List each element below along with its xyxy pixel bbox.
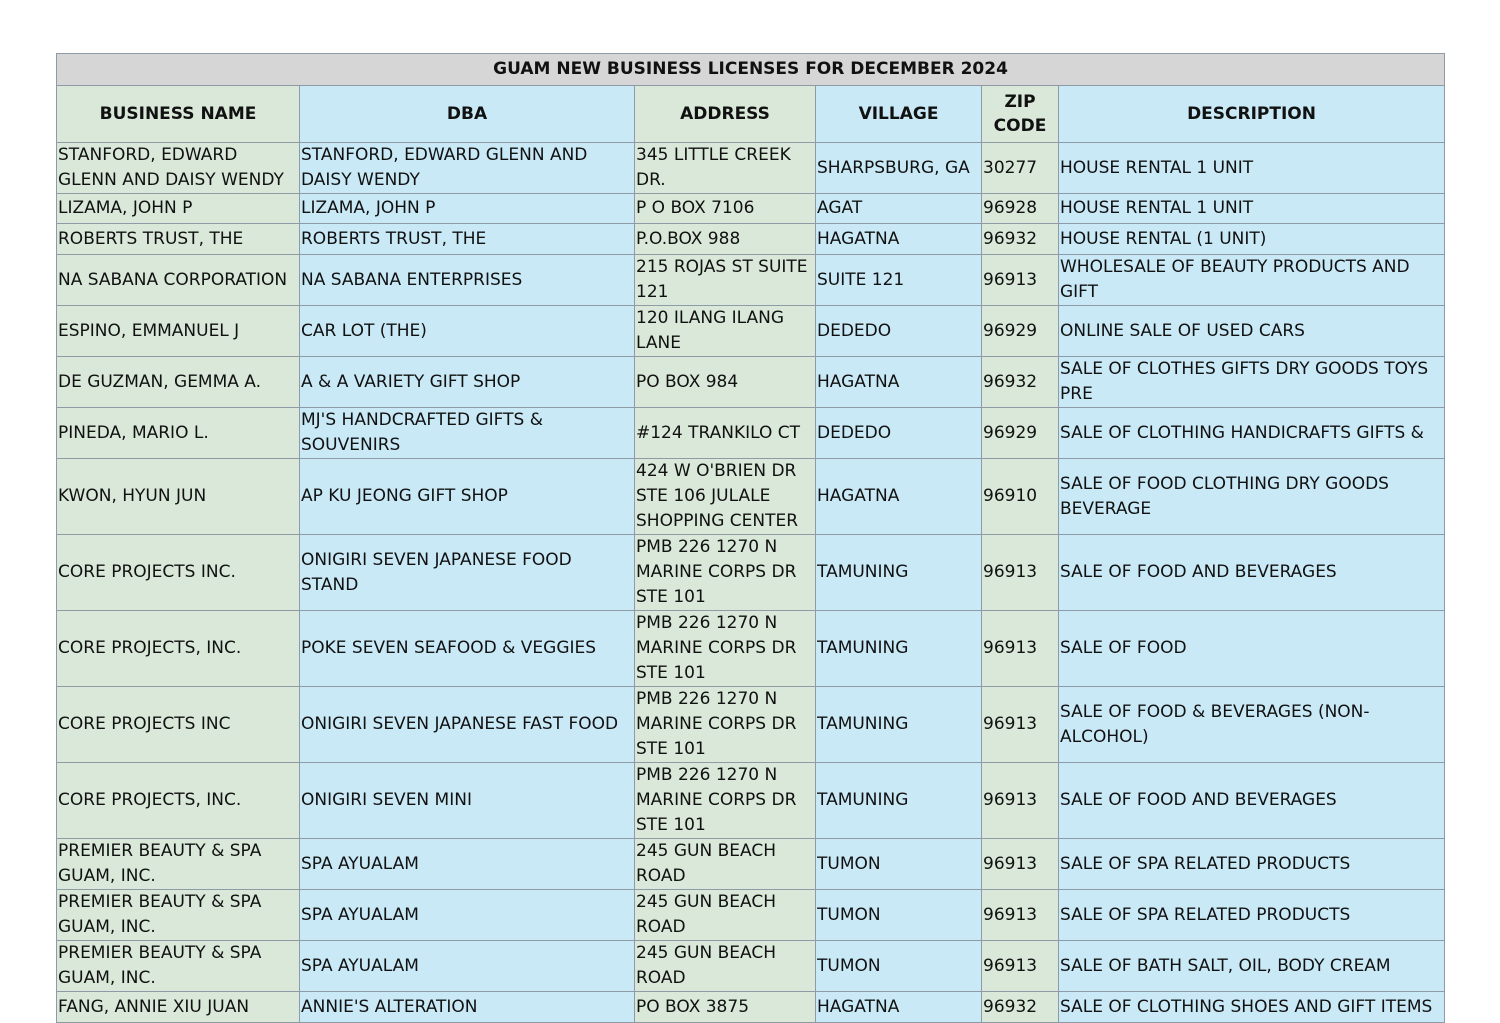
- cell-zip-code: [982, 255, 1059, 306]
- cell-text: HOUSE RENTAL (1 UNIT): [1060, 228, 1267, 249]
- cell-address: [635, 890, 816, 941]
- cell-text: PREMIER BEAUTY & SPA GUAM, INC.: [58, 892, 262, 937]
- cell-address: [635, 687, 816, 763]
- cell-address: [635, 255, 816, 306]
- cell-zip-code: [982, 611, 1059, 687]
- cell-village: [816, 687, 982, 763]
- cell-address: [635, 459, 816, 535]
- cell-dba: [300, 194, 635, 224]
- cell-dba: [300, 763, 635, 839]
- cell-text: SHARPSBURG, GA: [817, 157, 970, 178]
- cell-village: [816, 306, 982, 357]
- cell-description: [1059, 839, 1445, 890]
- cell-text: 245 GUN BEACH ROAD: [636, 892, 776, 937]
- cell-text: 96913: [983, 955, 1038, 976]
- cell-text: SALE OF FOOD AND BEVERAGES: [1060, 562, 1337, 582]
- cell-dba: [300, 687, 635, 763]
- cell-business-name: [57, 408, 300, 459]
- cell-dba: [300, 408, 635, 459]
- cell-text: MJ'S HANDCRAFTED GIFTS & SOUVENIRS: [301, 410, 543, 455]
- cell-business-name: [57, 941, 300, 992]
- cell-address: [635, 763, 816, 839]
- cell-text: TAMUNING: [817, 638, 909, 658]
- licenses-table: [56, 53, 1445, 1023]
- cell-text: ONIGIRI SEVEN JAPANESE FAST FOOD: [301, 714, 619, 734]
- cell-dba: [300, 143, 635, 194]
- cell-text: CORE PROJECTS INC: [58, 714, 231, 734]
- cell-business-name: [57, 224, 300, 255]
- cell-text: WHOLESALE OF BEAUTY PRODUCTS AND GIFT: [1060, 257, 1410, 302]
- cell-text: PMB 226 1270 N MARINE CORPS DR STE 101: [636, 765, 797, 835]
- cell-text: 120 ILANG ILANG LANE: [636, 308, 785, 353]
- cell-description: [1059, 992, 1445, 1023]
- cell-description: [1059, 224, 1445, 255]
- cell-address: [635, 408, 816, 459]
- cell-text: SALE OF CLOTHING HANDICRAFTS GIFTS &: [1060, 422, 1424, 443]
- table-row: [57, 687, 1445, 763]
- cell-description: [1059, 459, 1445, 535]
- cell-text: 96913: [983, 904, 1038, 925]
- cell-text: TAMUNING: [817, 714, 909, 734]
- cell-text: AP KU JEONG GIFT SHOP: [301, 486, 508, 506]
- cell-text: ANNIE'S ALTERATION: [301, 996, 478, 1017]
- cell-address: [635, 611, 816, 687]
- cell-business-name: [57, 357, 300, 408]
- cell-village: [816, 194, 982, 224]
- cell-village: [816, 611, 982, 687]
- cell-text: PREMIER BEAUTY & SPA GUAM, INC.: [58, 943, 262, 988]
- cell-village: [816, 143, 982, 194]
- cell-zip-code: [982, 992, 1059, 1023]
- cell-dba: [300, 941, 635, 992]
- cell-description: [1059, 408, 1445, 459]
- cell-text: HAGATNA: [817, 996, 900, 1017]
- table-row: [57, 459, 1445, 535]
- cell-zip-code: [982, 687, 1059, 763]
- cell-text: POKE SEVEN SEAFOOD & VEGGIES: [301, 638, 597, 658]
- table-row: [57, 535, 1445, 611]
- cell-text: KWON, HYUN JUN: [58, 486, 207, 506]
- cell-address: [635, 194, 816, 224]
- cell-business-name: [57, 611, 300, 687]
- cell-business-name: [57, 194, 300, 224]
- cell-text: CORE PROJECTS, INC.: [58, 638, 242, 658]
- table-body: [57, 143, 1445, 1023]
- header-village: VILLAGE: [816, 86, 982, 143]
- cell-text: ONLINE SALE OF USED CARS: [1060, 320, 1305, 341]
- cell-village: [816, 839, 982, 890]
- cell-business-name: [57, 763, 300, 839]
- cell-village: [816, 255, 982, 306]
- cell-text: HOUSE RENTAL 1 UNIT: [1060, 198, 1254, 218]
- cell-text: TUMON: [817, 955, 881, 976]
- cell-text: PMB 226 1270 N MARINE CORPS DR STE 101: [636, 613, 797, 683]
- cell-text: NA SABANA ENTERPRISES: [301, 269, 523, 290]
- table-row: [57, 992, 1445, 1023]
- cell-text: STANFORD, EDWARD GLENN AND DAISY WENDY: [58, 145, 284, 190]
- cell-village: [816, 992, 982, 1023]
- cell-text: 96928: [983, 198, 1038, 218]
- table-row: [57, 306, 1445, 357]
- cell-text: 96913: [983, 790, 1038, 810]
- cell-text: 96929: [983, 422, 1038, 443]
- cell-text: NA SABANA CORPORATION: [58, 269, 288, 290]
- cell-text: LIZAMA, JOHN P: [301, 198, 436, 218]
- table-row: [57, 763, 1445, 839]
- cell-dba: [300, 459, 635, 535]
- cell-zip-code: [982, 535, 1059, 611]
- cell-text: 96913: [983, 562, 1038, 582]
- cell-text: DE GUZMAN, GEMMA A.: [58, 371, 262, 392]
- table-row: [57, 611, 1445, 687]
- header-dba: DBA: [300, 86, 635, 143]
- cell-address: [635, 224, 816, 255]
- cell-text: CORE PROJECTS, INC.: [58, 790, 242, 810]
- cell-business-name: [57, 992, 300, 1023]
- cell-text: PREMIER BEAUTY & SPA GUAM, INC.: [58, 841, 262, 886]
- cell-text: SALE OF FOOD AND BEVERAGES: [1060, 790, 1337, 810]
- table-title: GUAM NEW BUSINESS LICENSES FOR DECEMBER 2024: [57, 54, 1445, 86]
- cell-text: HOUSE RENTAL 1 UNIT: [1060, 157, 1254, 178]
- cell-description: [1059, 535, 1445, 611]
- cell-business-name: [57, 535, 300, 611]
- cell-text: PMB 226 1270 N MARINE CORPS DR STE 101: [636, 537, 797, 607]
- header-business-name: BUSINESS NAME: [57, 86, 300, 143]
- cell-zip-code: [982, 306, 1059, 357]
- cell-business-name: [57, 459, 300, 535]
- cell-text: ONIGIRI SEVEN MINI: [301, 790, 472, 810]
- cell-zip-code: [982, 763, 1059, 839]
- cell-text: 215 ROJAS ST SUITE 121: [636, 257, 808, 302]
- cell-text: 424 W O'BRIEN DR STE 106 JULALE SHOPPING CENTER: [636, 461, 799, 531]
- cell-zip-code: [982, 224, 1059, 255]
- cell-text: 96932: [983, 371, 1038, 392]
- cell-text: CORE PROJECTS INC.: [58, 562, 236, 582]
- cell-business-name: [57, 687, 300, 763]
- table-row: [57, 408, 1445, 459]
- cell-village: [816, 535, 982, 611]
- cell-text: PINEDA, MARIO L.: [58, 422, 209, 443]
- cell-text: SUITE 121: [817, 269, 905, 290]
- cell-text: TAMUNING: [817, 790, 909, 810]
- cell-text: #124 TRANKILO CT: [636, 422, 801, 443]
- cell-text: PO BOX 984: [636, 371, 739, 392]
- cell-text: DEDEDO: [817, 320, 892, 341]
- cell-text: STANFORD, EDWARD GLENN AND DAISY WENDY: [301, 145, 588, 190]
- cell-village: [816, 408, 982, 459]
- cell-text: P O BOX 7106: [636, 198, 755, 218]
- cell-dba: [300, 839, 635, 890]
- cell-text: ROBERTS TRUST, THE: [58, 228, 244, 249]
- cell-description: [1059, 143, 1445, 194]
- cell-village: [816, 224, 982, 255]
- cell-text: 30277: [983, 157, 1038, 178]
- cell-text: 96932: [983, 228, 1038, 249]
- header-zip-code: ZIP CODE: [982, 86, 1059, 143]
- cell-text: 96913: [983, 269, 1038, 290]
- cell-village: [816, 357, 982, 408]
- table-row: [57, 941, 1445, 992]
- table-row: [57, 357, 1445, 408]
- cell-text: SALE OF CLOTHES GIFTS DRY GOODS TOYS PRE: [1060, 359, 1429, 404]
- cell-description: [1059, 687, 1445, 763]
- cell-dba: [300, 357, 635, 408]
- cell-text: LIZAMA, JOHN P: [58, 198, 193, 218]
- cell-text: 96913: [983, 853, 1038, 874]
- cell-text: 345 LITTLE CREEK DR.: [636, 145, 791, 190]
- header-row: [57, 86, 1445, 143]
- cell-zip-code: [982, 408, 1059, 459]
- cell-text: CAR LOT (THE): [301, 320, 427, 341]
- cell-business-name: [57, 839, 300, 890]
- cell-address: [635, 941, 816, 992]
- cell-dba: [300, 306, 635, 357]
- cell-address: [635, 535, 816, 611]
- cell-address: [635, 306, 816, 357]
- cell-text: 96932: [983, 996, 1038, 1017]
- cell-text: 96910: [983, 486, 1038, 506]
- cell-description: [1059, 255, 1445, 306]
- cell-village: [816, 890, 982, 941]
- table-row: [57, 890, 1445, 941]
- table-row: [57, 143, 1445, 194]
- cell-description: [1059, 763, 1445, 839]
- cell-text: P.O.BOX 988: [636, 228, 741, 249]
- cell-zip-code: [982, 890, 1059, 941]
- cell-text: FANG, ANNIE XIU JUAN: [58, 996, 250, 1017]
- cell-text: ESPINO, EMMANUEL J: [58, 320, 240, 341]
- cell-village: [816, 459, 982, 535]
- cell-text: SALE OF SPA RELATED PRODUCTS: [1060, 853, 1351, 874]
- cell-address: [635, 357, 816, 408]
- cell-text: PMB 226 1270 N MARINE CORPS DR STE 101: [636, 689, 797, 759]
- cell-zip-code: [982, 194, 1059, 224]
- cell-dba: [300, 611, 635, 687]
- cell-description: [1059, 611, 1445, 687]
- cell-text: SALE OF CLOTHING SHOES AND GIFT ITEMS: [1060, 996, 1433, 1017]
- cell-description: [1059, 306, 1445, 357]
- cell-text: TUMON: [817, 904, 881, 925]
- cell-text: 96913: [983, 714, 1038, 734]
- cell-dba: [300, 992, 635, 1023]
- cell-text: HAGATNA: [817, 486, 900, 506]
- cell-text: HAGATNA: [817, 228, 900, 249]
- cell-text: HAGATNA: [817, 371, 900, 392]
- cell-text: SALE OF FOOD & BEVERAGES (NON-ALCOHOL): [1060, 701, 1370, 747]
- cell-text: TAMUNING: [817, 562, 909, 582]
- cell-text: SPA AYUALAM: [301, 904, 419, 925]
- table-row: [57, 224, 1445, 255]
- cell-business-name: [57, 890, 300, 941]
- cell-text: AGAT: [817, 198, 863, 218]
- cell-dba: [300, 255, 635, 306]
- cell-text: 245 GUN BEACH ROAD: [636, 943, 776, 988]
- cell-text: SPA AYUALAM: [301, 853, 419, 874]
- cell-text: SALE OF BATH SALT, OIL, BODY CREAM: [1060, 955, 1391, 976]
- cell-text: ROBERTS TRUST, THE: [301, 228, 487, 249]
- cell-text: 96929: [983, 320, 1038, 341]
- cell-text: SALE OF SPA RELATED PRODUCTS: [1060, 904, 1351, 925]
- table-row: [57, 839, 1445, 890]
- cell-text: A & A VARIETY GIFT SHOP: [301, 371, 521, 392]
- cell-text: 245 GUN BEACH ROAD: [636, 841, 776, 886]
- cell-address: [635, 143, 816, 194]
- cell-text: ONIGIRI SEVEN JAPANESE FOOD STAND: [301, 549, 572, 595]
- cell-zip-code: [982, 941, 1059, 992]
- cell-zip-code: [982, 143, 1059, 194]
- cell-zip-code: [982, 459, 1059, 535]
- cell-village: [816, 941, 982, 992]
- cell-text: TUMON: [817, 853, 881, 874]
- cell-business-name: [57, 306, 300, 357]
- cell-description: [1059, 941, 1445, 992]
- cell-text: 96913: [983, 638, 1038, 658]
- cell-business-name: [57, 255, 300, 306]
- cell-zip-code: [982, 839, 1059, 890]
- cell-business-name: [57, 143, 300, 194]
- cell-description: [1059, 194, 1445, 224]
- cell-address: [635, 839, 816, 890]
- cell-description: [1059, 357, 1445, 408]
- header-description: DESCRIPTION: [1059, 86, 1445, 143]
- cell-text: SPA AYUALAM: [301, 955, 419, 976]
- header-address: ADDRESS: [635, 86, 816, 143]
- table-row: [57, 194, 1445, 224]
- cell-dba: [300, 890, 635, 941]
- cell-text: DEDEDO: [817, 422, 892, 443]
- cell-address: [635, 992, 816, 1023]
- table-row: [57, 255, 1445, 306]
- cell-zip-code: [982, 357, 1059, 408]
- cell-village: [816, 763, 982, 839]
- cell-text: SALE OF FOOD: [1060, 638, 1187, 658]
- cell-dba: [300, 224, 635, 255]
- cell-text: PO BOX 3875: [636, 996, 750, 1017]
- cell-text: SALE OF FOOD CLOTHING DRY GOODS BEVERAGE: [1060, 473, 1389, 519]
- cell-description: [1059, 890, 1445, 941]
- cell-dba: [300, 535, 635, 611]
